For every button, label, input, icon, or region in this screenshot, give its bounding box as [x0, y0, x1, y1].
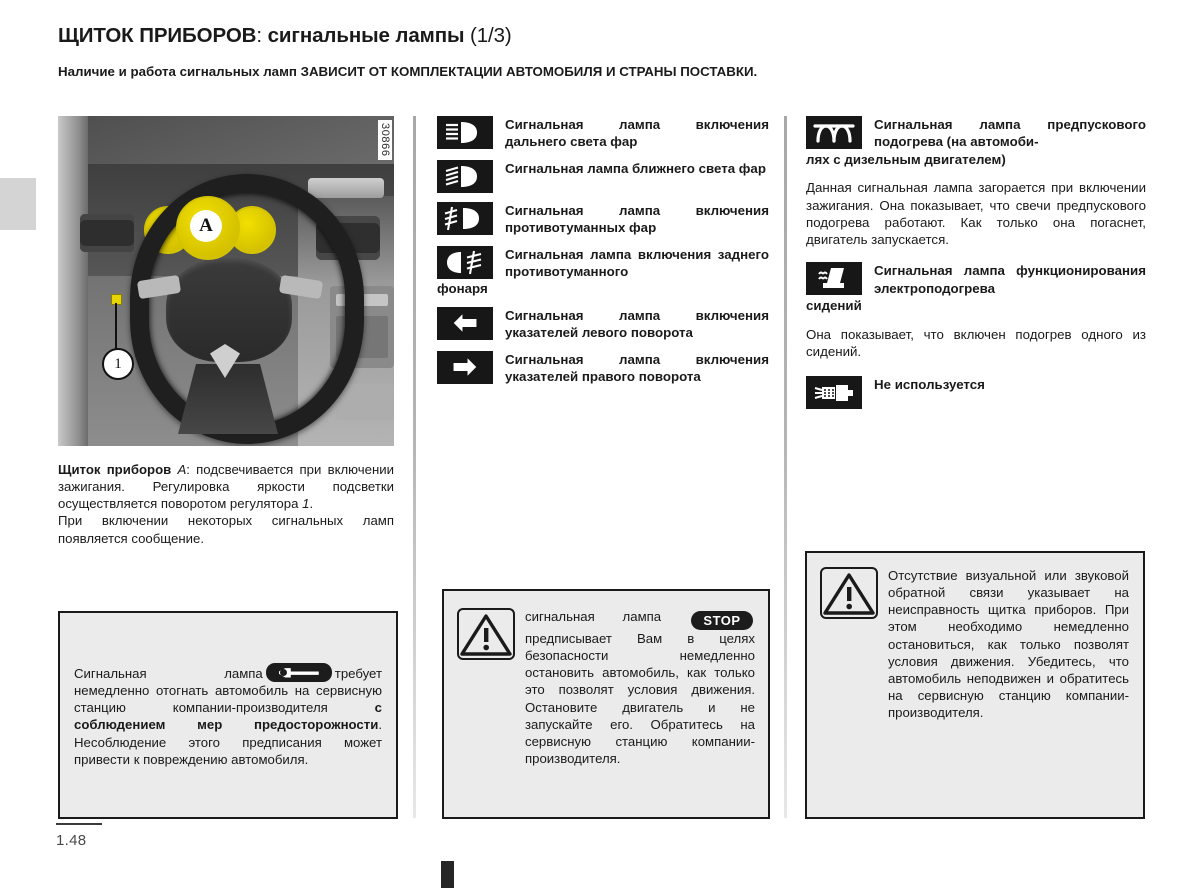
left-column-body: [58, 461, 394, 547]
thumb-index-mark: [441, 861, 454, 888]
service-warning-bold: с соблюдением мер предосторожности: [74, 700, 382, 733]
caption-end: .: [309, 496, 314, 512]
stop-warning-part-1: сигнальная лампа: [525, 609, 662, 624]
lamp-row-heated-seat: [806, 262, 1146, 314]
page-title-count: (1/3): [464, 24, 512, 47]
lamp-row-front-fog: [437, 202, 769, 237]
stop-badge-icon: STOP: [691, 611, 753, 630]
connector-not-used-icon: [806, 376, 862, 409]
instrument-panel-paragraph-2: При включении некоторых сигнальных ламп появляется сообщение.: [58, 513, 394, 546]
low-beam-icon: [437, 160, 493, 193]
lamp-label-right-turn: Сигнальная лампа включения указателей правого поворота: [505, 351, 769, 385]
preheat-glow-plug-icon: [806, 116, 862, 149]
lamp-label-preheat-main: Сигнальная лампа предпускового подогрева (на автомоби-: [874, 117, 1146, 150]
caption-rest: : подсвечивается при включении зажигания. Регулировка яркости подсветки осуществляется поворотом регулятора: [58, 462, 395, 512]
photo-cluster-label-a: A: [190, 210, 222, 242]
page-title-sub: сигнальные лампы: [267, 24, 465, 47]
left-turn-signal-icon: [437, 307, 493, 340]
page-number: 1.48: [56, 832, 87, 849]
footer-rule: [56, 823, 102, 825]
caption-bold-lead: Щиток приборов: [58, 462, 172, 477]
column-divider-1: [413, 116, 416, 818]
photo-callout-1: 1: [102, 348, 134, 380]
preheat-description: Данная сигнальная лампа загорается при включении зажигания. Она показывает, что свечи предпускового подогрева работают. Как только она погаснет, двигатель запускается.: [806, 180, 1146, 248]
warning-box-no-feedback: [805, 551, 1145, 819]
lamp-label-heated-seat-main: Сигнальная лампа функционирования электроподогрева: [874, 263, 1146, 296]
heated-seat-description: Она показывает, что включен подогрев одного из сидений.: [806, 326, 1146, 359]
lamp-label-heated-seat-overflow: сидений: [806, 298, 862, 314]
lamp-row-not-used: [806, 376, 1146, 409]
service-warning-part-3: . Несоблюдение этого предписания может привести к повреждению автомобиля.: [74, 717, 382, 767]
service-warning-part-1: Сигнальная лампа: [74, 666, 263, 681]
warning-box-stop-lamp: [442, 589, 770, 819]
stop-warning-part-2: предписывает Вам в целях безопасности немедленно остановить автомобиль, как только это позволят условия движения. Остановите двигатель и не запускайте его. Обратитесь на сервисную станцию компании-производителя.: [525, 631, 755, 767]
lamp-label-rear-fog-main: Сигнальная лампа включения заднего противотуманного: [505, 246, 769, 280]
lamp-row-high-beam: [437, 116, 769, 151]
right-turn-signal-icon: [437, 351, 493, 384]
warning-triangle-icon: [457, 608, 515, 660]
photo-steering-wheel-hub: [166, 258, 292, 362]
instrument-panel-caption: [58, 461, 394, 512]
lamp-row-left-turn: [437, 307, 769, 342]
lamp-label-low-beam: Сигнальная лампа ближнего света фар: [505, 160, 766, 176]
lamp-label-left-turn: Сигнальная лампа включения указателей левого поворота: [505, 307, 769, 341]
page-title: [58, 24, 512, 48]
lamp-row-right-turn: [437, 351, 769, 386]
rear-fog-lamp-icon: [437, 246, 493, 279]
lamp-label-preheat-overflow: лях с дизельным двигателем): [806, 151, 1006, 167]
warning-triangle-icon: [820, 567, 878, 619]
left-column: [58, 116, 398, 547]
middle-column: [437, 116, 769, 394]
right-column: [806, 116, 1146, 418]
warning-box-no-feedback-text: Отсутствие визуальной или звуковой обратной связи указывает на неисправность щитка приборов. При этом необходимо немедленно остановиться, как только позволят условия движения. Убедитесь, что автомобиль неподвижен и обратитесь на сервисную станцию компании-производителя.: [888, 568, 1129, 721]
photo-lower-control-panel: [336, 384, 394, 420]
photo-callout-leader-line: [115, 303, 117, 351]
lamp-label-front-fog: Сигнальная лампа включения противотуманных фар: [505, 202, 769, 236]
dashboard-photo: [58, 116, 394, 446]
section-edge-tab: [0, 178, 36, 230]
lamp-label-rear-fog-overflow: фонаря: [437, 281, 488, 297]
caption-marker-1: 1: [302, 496, 310, 512]
warning-box-stop-text: [525, 608, 755, 767]
warning-box-service-lamp-text: [74, 663, 382, 768]
warning-box-service-lamp: [58, 611, 398, 819]
lamp-row-rear-fog: [437, 246, 769, 298]
photo-left-air-vent: [80, 214, 134, 252]
photo-windshield: [80, 116, 394, 166]
service-warning-part-2: требует немедленно отогнать автомобиль на сервисную станцию компании-производителя: [74, 666, 382, 716]
wrench-chip-icon: [266, 663, 332, 682]
photo-reference-number: 30866: [378, 120, 392, 160]
high-beam-icon: [437, 116, 493, 149]
photo-top-trim: [308, 178, 384, 198]
lamp-row-low-beam: [437, 160, 769, 193]
page-title-separator: :: [256, 24, 268, 47]
column-divider-2: [784, 116, 787, 818]
photo-a-pillar: [58, 116, 88, 446]
page-title-main: ЩИТОК ПРИБОРОВ: [58, 24, 257, 47]
lamp-label-high-beam: Сигнальная лампа включения дальнего света фар: [505, 117, 769, 150]
lamp-row-preheat: [806, 116, 1146, 168]
lamp-label-not-used: Не используется: [874, 377, 985, 393]
caption-marker-a: A: [177, 462, 187, 477]
heated-seat-icon: [806, 262, 862, 295]
page-subtitle: Наличие и работа сигнальных ламп ЗАВИСИТ ОТ КОМПЛЕКТАЦИИ АВТОМОБИЛЯ И СТРАНЫ ПОСТАВКИ.: [58, 64, 758, 79]
front-fog-lamp-icon: [437, 202, 493, 235]
